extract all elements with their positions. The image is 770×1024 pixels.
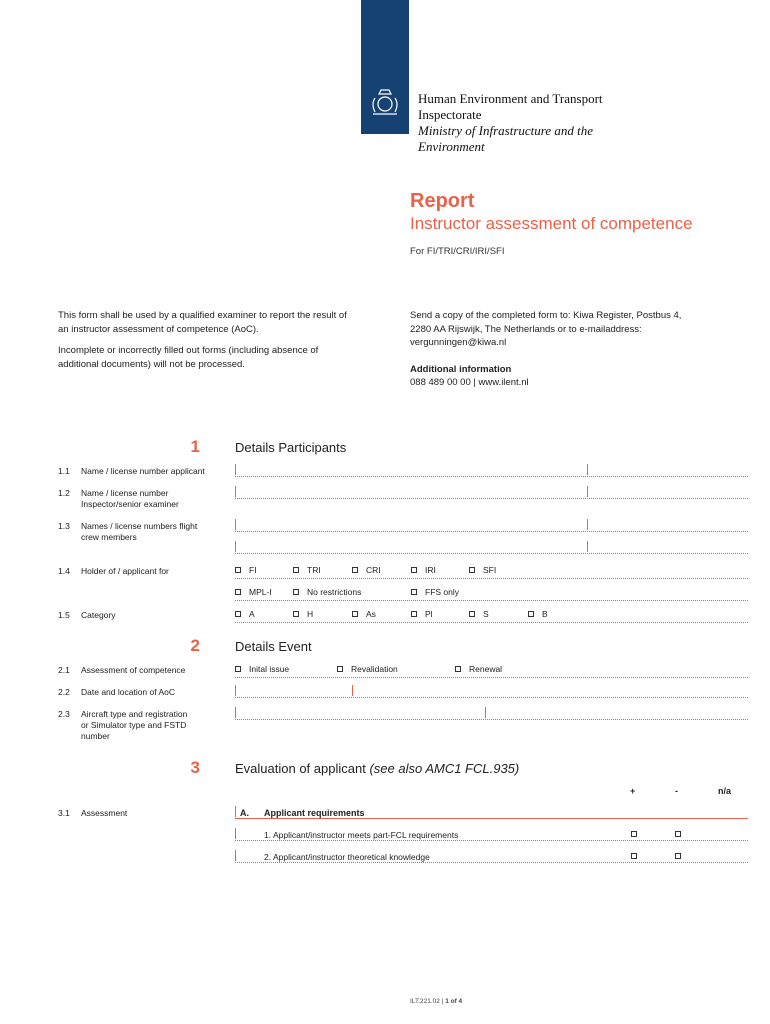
row-number: 1.4 [58, 566, 70, 576]
assessment-item-label: 1. Applicant/instructor meets part-FCL requirements [264, 830, 459, 840]
checkbox-label: A [249, 609, 255, 619]
intro-left-line: additional documents) will not be processed. [58, 358, 245, 370]
checkbox-icon [411, 611, 417, 617]
intro-left-line: an instructor assessment of competence (AoC). [58, 323, 259, 335]
row-label: Category [81, 610, 116, 620]
ministry-line-1: Ministry of Infrastructure and the [418, 123, 594, 138]
checkbox-label: As [366, 609, 376, 619]
row-label: Holder of / applicant for [81, 566, 169, 576]
checkbox-category-h[interactable] [293, 609, 313, 619]
checkbox-label: IRI [425, 565, 436, 575]
checkbox-icon [235, 589, 241, 595]
divider [235, 677, 748, 678]
row-number: 1.2 [58, 488, 70, 498]
intro-right-line: Send a copy of the completed form to: Kiwa Register, Postbus 4, [410, 310, 682, 321]
checkbox-label: Inital issue [249, 664, 290, 674]
checkbox-icon [293, 567, 299, 573]
examiner-name-field[interactable] [235, 486, 748, 499]
report-title: Report [410, 190, 475, 212]
coat-of-arms-icon [361, 0, 409, 134]
ministry-line-2: Environment [418, 139, 485, 154]
row-label-line: or Simulator type and FSTD [81, 720, 187, 730]
checkbox-category-pl[interactable] [411, 609, 433, 619]
divider [235, 578, 748, 579]
org-line-1: Human Environment and Transport [418, 91, 603, 106]
checkbox-label: No restrictions [307, 587, 362, 597]
group-letter: A. [240, 808, 249, 818]
column-header-na: n/a [718, 786, 732, 796]
logo [361, 0, 409, 134]
assessment-item-label: 2. Applicant/instructor theoretical knowledge [264, 852, 430, 862]
additional-info-title: Additional information [410, 363, 512, 375]
checkbox-category-as[interactable] [352, 609, 376, 619]
checkbox-label: Renewal [469, 664, 503, 674]
row-number: 2.2 [58, 687, 70, 697]
section-3-title-main: Evaluation of applicant [235, 761, 370, 776]
checkbox-icon [337, 666, 343, 672]
checkbox-icon [469, 611, 475, 617]
checkbox-category-s[interactable] [469, 609, 489, 619]
checkbox-label: MPL-I [249, 587, 272, 597]
checkbox-ffs-only[interactable] [411, 587, 459, 597]
intro-right [410, 309, 760, 390]
checkbox-no-restrictions[interactable] [293, 587, 361, 597]
intro-left-line: This form shall be used by a qualified examiner to report the result of [58, 310, 347, 321]
row-number: 2.1 [58, 665, 70, 675]
date-location-field[interactable] [235, 685, 748, 698]
row-label: Date and location of AoC [81, 687, 176, 697]
row-number: 2.3 [58, 709, 70, 719]
row-label-line: Inspector/senior examiner [81, 499, 179, 509]
row-label: Assessment of competence [81, 665, 186, 675]
checkbox-icon [235, 611, 241, 617]
row-number: 1.1 [58, 466, 70, 476]
checkbox-sfi[interactable] [469, 565, 496, 575]
aircraft-type-field[interactable] [235, 707, 748, 720]
section-3-number: 3 [190, 758, 200, 777]
row-label: Name / license number applicant [81, 466, 205, 476]
checkbox-icon [528, 611, 534, 617]
checkbox-category-b[interactable] [528, 609, 548, 619]
checkbox-label: B [542, 609, 548, 619]
column-header-plus: + [630, 786, 636, 796]
checkbox-label: CRI [366, 565, 381, 575]
checkbox-label: H [307, 609, 314, 619]
checkbox-icon [235, 567, 241, 573]
checkbox-icon [352, 567, 358, 573]
checkbox-label: FI [249, 565, 257, 575]
column-header-minus: - [675, 786, 678, 796]
checkbox-icon [455, 666, 461, 672]
org-line-2: Inspectorate [418, 107, 482, 122]
checkbox-label: Revalidation [351, 664, 398, 674]
row-label [81, 709, 231, 742]
row-number: 1.3 [58, 521, 70, 531]
crew-members-field-2[interactable] [235, 541, 748, 554]
checkbox-minus[interactable] [675, 831, 681, 837]
report-for: For FI/TRI/CRI/IRI/SFI [410, 246, 505, 257]
section-3-title [235, 761, 519, 776]
page-number: 1 of 4 [445, 998, 463, 1005]
section-1-title: Details Participants [235, 440, 347, 455]
checkbox-initial-issue[interactable] [235, 664, 289, 674]
checkbox-label: TRI [307, 565, 321, 575]
intro-left-line: Incomplete or incorrectly filled out forms (including absence of [58, 345, 319, 356]
divider [235, 600, 748, 601]
checkbox-renewal[interactable] [455, 664, 502, 674]
checkbox-icon [235, 666, 241, 672]
report-subtitle: Instructor assessment of competence [410, 214, 693, 233]
checkbox-fi[interactable] [235, 565, 257, 575]
group-underline [235, 818, 748, 819]
checkbox-minus[interactable] [675, 853, 681, 859]
group-title: Applicant requirements [264, 808, 365, 818]
checkbox-icon [411, 567, 417, 573]
additional-info-text: 088 489 00 00 | www.ilent.nl [410, 377, 529, 388]
applicant-name-field[interactable] [235, 464, 748, 477]
checkbox-label: Pl [425, 609, 433, 619]
intro-left [58, 309, 398, 371]
checkbox-category-a[interactable] [235, 609, 255, 619]
checkbox-icon [411, 589, 417, 595]
section-3-title-ref: (see also AMC1 FCL.935) [369, 761, 520, 776]
checkbox-revalidation[interactable] [337, 664, 398, 674]
checkbox-plus[interactable] [631, 831, 637, 837]
crew-members-field-1[interactable] [235, 519, 748, 532]
form-code: ILT.221.02 | [410, 998, 446, 1005]
checkbox-mpl-i[interactable] [235, 587, 272, 597]
section-2-number: 2 [190, 636, 200, 655]
checkbox-plus[interactable] [631, 853, 637, 859]
row-label: Assessment [81, 808, 128, 818]
intro-right-line: 2280 AA Rijswijk, The Netherlands or to e-mailaddress: [410, 323, 642, 335]
checkbox-tri[interactable] [293, 565, 321, 575]
row-number: 1.5 [58, 610, 70, 620]
section-1-number: 1 [190, 437, 200, 456]
checkbox-label: SFI [483, 565, 497, 575]
row-label-line: Aircraft type and registration [81, 709, 188, 719]
divider [235, 622, 748, 623]
row-label-line: crew members [81, 532, 137, 542]
row-label [81, 488, 231, 510]
checkbox-icon [469, 567, 475, 573]
checkbox-label: FFS only [425, 587, 460, 597]
checkbox-cri[interactable] [352, 565, 381, 575]
row-label-line: number [81, 731, 110, 741]
row-number: 3.1 [58, 808, 70, 818]
checkbox-label: S [483, 609, 489, 619]
checkbox-icon [293, 589, 299, 595]
row-label [81, 521, 231, 543]
checkbox-icon [352, 611, 358, 617]
row-label-line: Name / license number [81, 488, 169, 498]
organisation-name [418, 91, 758, 155]
checkbox-iri[interactable] [411, 565, 436, 575]
section-2-title: Details Event [235, 639, 312, 654]
row-label-line: Names / license numbers flight [81, 521, 198, 531]
footer [410, 998, 462, 1005]
assessment-item-row [235, 850, 748, 863]
assessment-item-row [235, 828, 748, 841]
intro-right-line: vergunningen@kiwa.nl [410, 337, 507, 348]
checkbox-icon [293, 611, 299, 617]
